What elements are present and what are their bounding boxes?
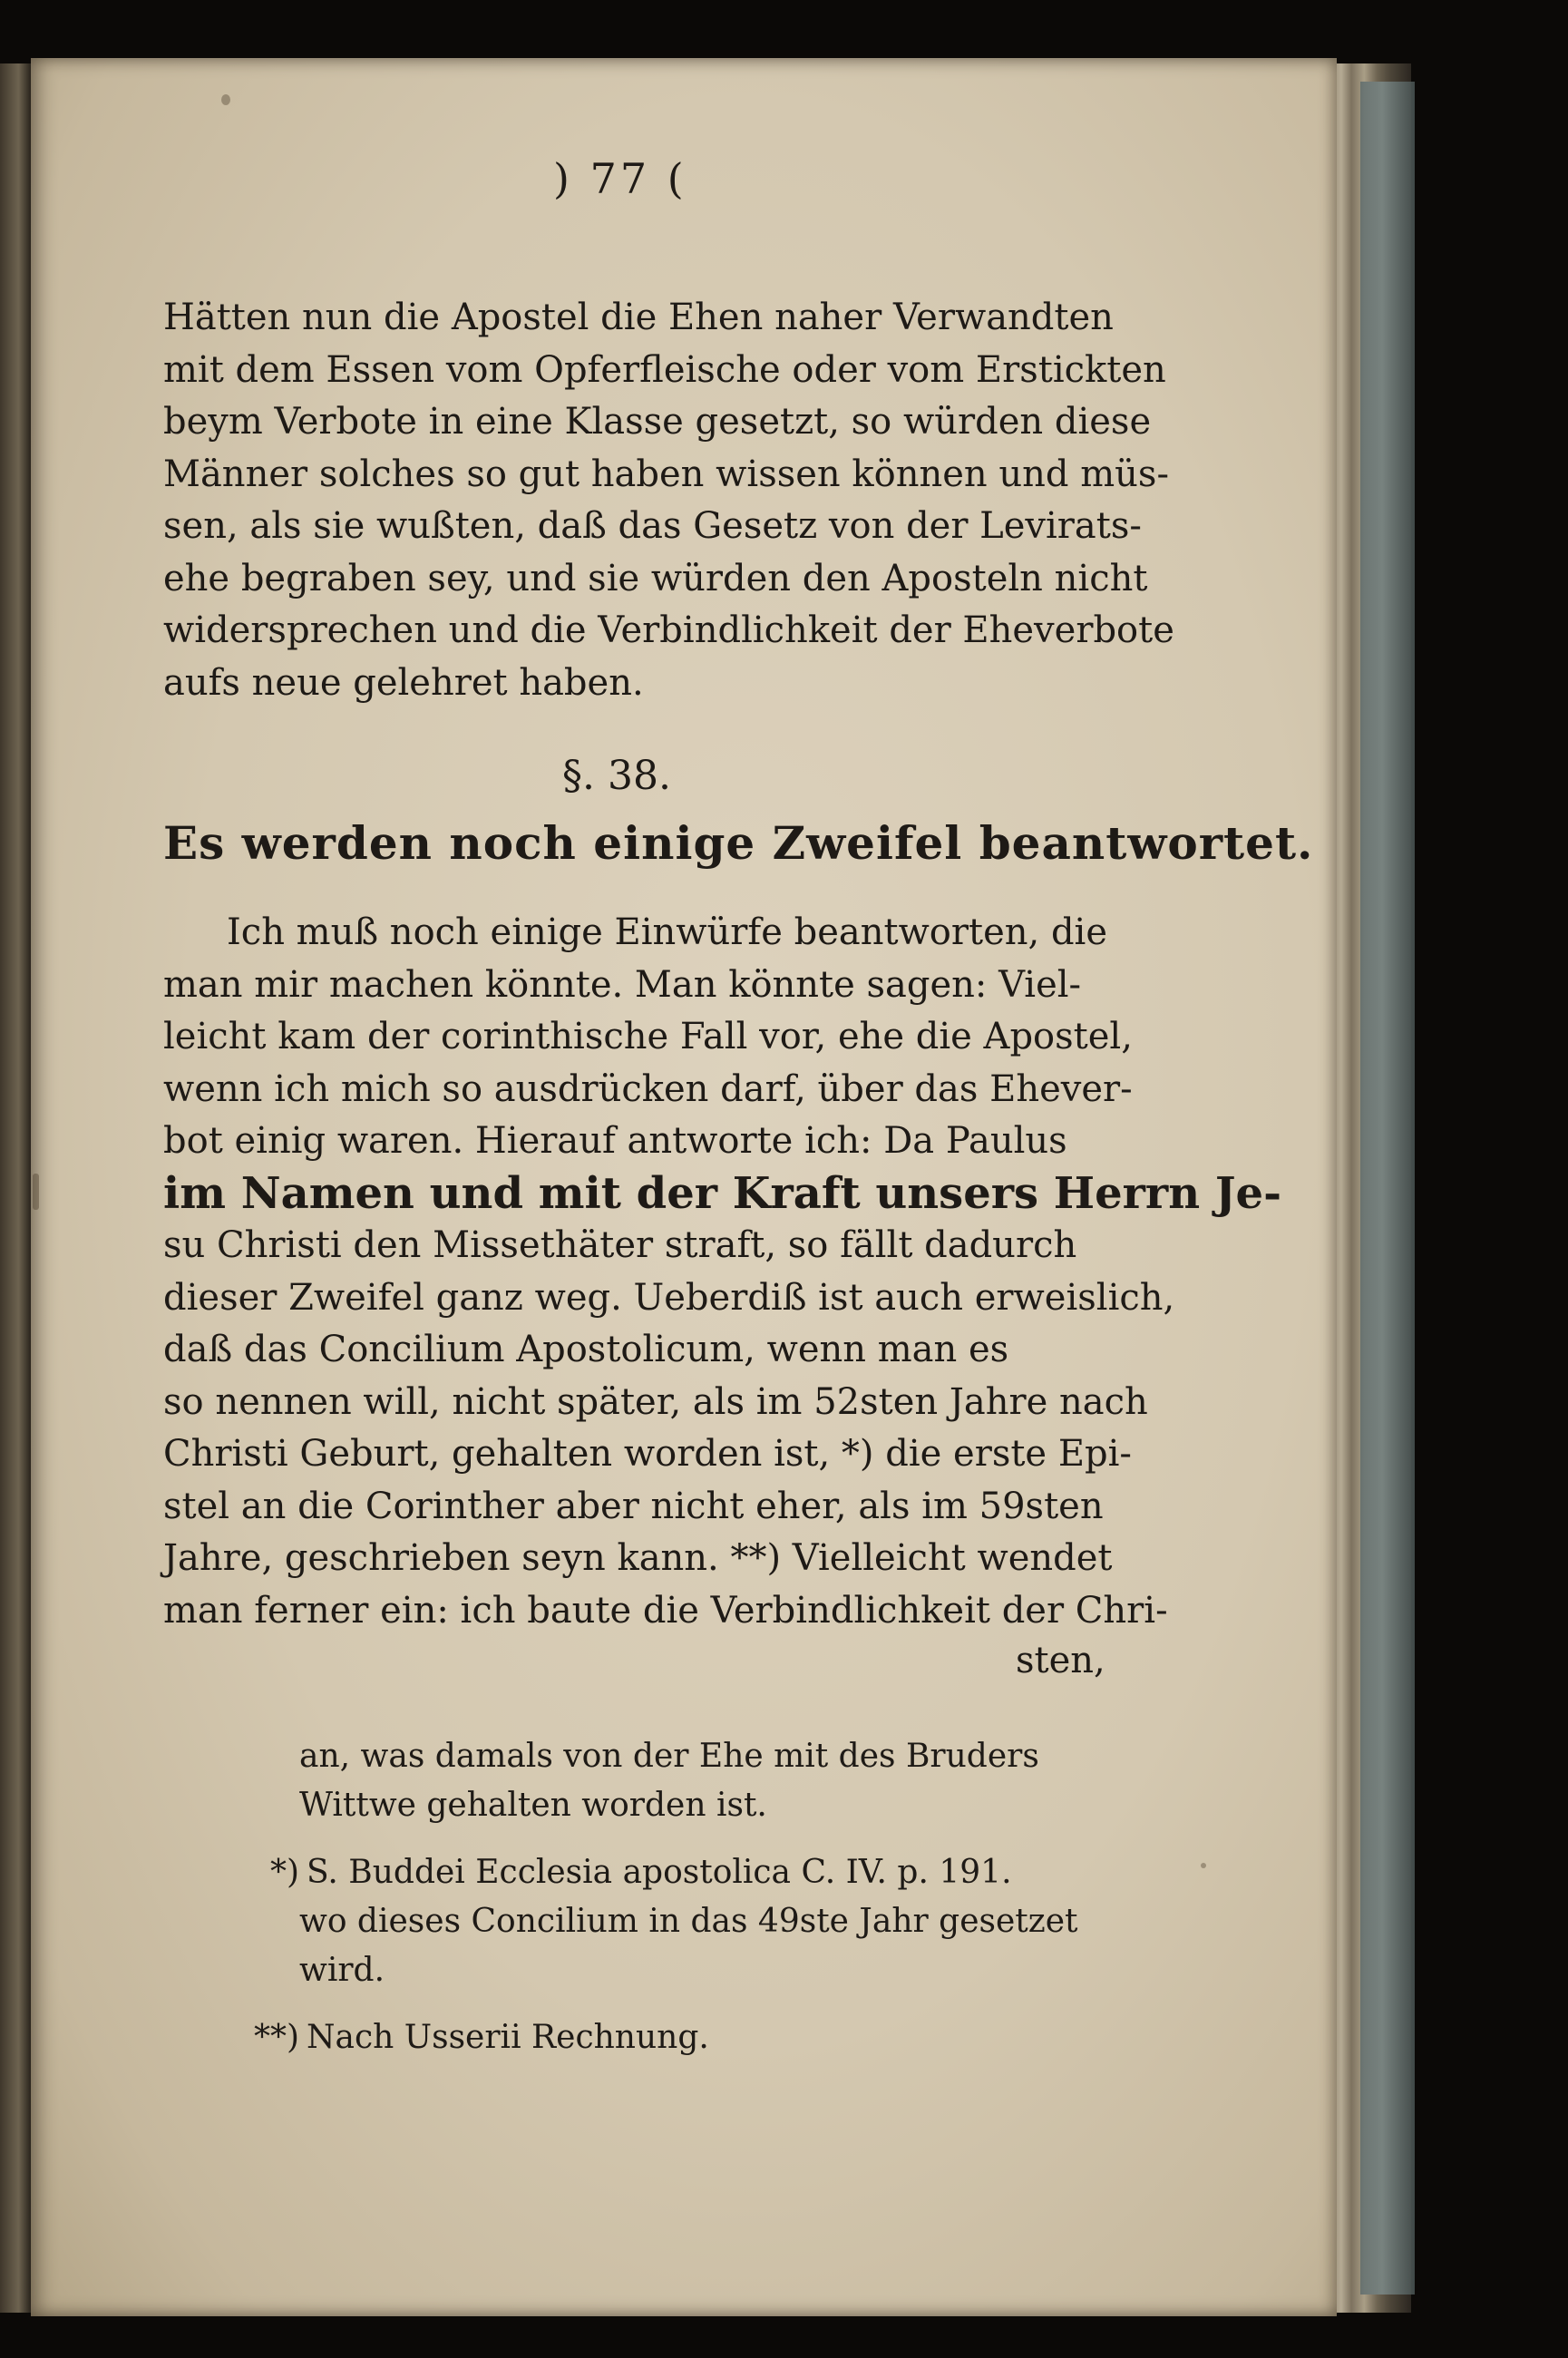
text-line: Jahre, geschrieben seyn kann. **) Vielleicht wendet bbox=[163, 1537, 1113, 1579]
footnote-line: wo dieses Concilium in das 49ste Jahr gesetzet bbox=[299, 1903, 1078, 1940]
text-line: Hätten nun die Apostel die Ehen naher Verwandten bbox=[163, 297, 1114, 338]
text-line: daß das Concilium Apostolicum, wenn man es bbox=[163, 1329, 1009, 1370]
text-line: im Namen und mit der Kraft unsers Herrn Je- bbox=[163, 1167, 1281, 1219]
footnote-mark: *) bbox=[269, 1854, 299, 1891]
text-line: aufs neue gelehret haben. bbox=[163, 661, 644, 704]
footnote-2 bbox=[209, 2013, 1115, 2062]
text-line: sen, als sie wußten, daß das Gesetz von der Levirats- bbox=[163, 505, 1142, 547]
text-line: so nennen will, nicht später, als im 52sten Jahre nach bbox=[163, 1380, 1148, 1423]
page-number: ) 77 ( bbox=[553, 154, 687, 203]
text-line: wenn ich mich so ausdrücken darf, über das Ehever- bbox=[163, 1067, 1133, 1110]
text-line: ehe begraben sey, und sie würden den Aposteln nicht bbox=[163, 557, 1148, 599]
text-line: dieser Zweifel ganz weg. Ueberdiß ist auch erweislich, bbox=[163, 1276, 1175, 1319]
text-line: stel an die Corinther aber nicht eher, als im 59sten bbox=[163, 1485, 1104, 1527]
text-line: Christi Geburt, gehalten worden ist, *) die erste Epi- bbox=[163, 1433, 1132, 1475]
footnote-1 bbox=[209, 1848, 1115, 1995]
text-line: widersprechen und die Verbindlichkeit der Eheverbote bbox=[163, 609, 1174, 651]
footnote-continuation bbox=[299, 1732, 1115, 1830]
text-line: leicht kam der corinthische Fall vor, ehe die Apostel, bbox=[163, 1016, 1133, 1057]
paragraph-1 bbox=[163, 292, 1174, 709]
paper-speck bbox=[33, 1174, 39, 1210]
text-line: man ferner ein: ich baute die Verbindlichkeit der Chri- bbox=[163, 1589, 1168, 1632]
paper-speck bbox=[1201, 1863, 1206, 1868]
section-title: Es werden noch einige Zweifel beantwortet. bbox=[163, 816, 1314, 870]
text-line: bot einig waren. Hierauf antworte ich: Da Paulus bbox=[163, 1120, 1067, 1162]
facing-page-edge bbox=[0, 63, 31, 2313]
text-line: man mir machen könnte. Man könnte sagen: Viel- bbox=[163, 963, 1082, 1006]
text-line: mit dem Essen vom Opferfleische oder vom Erstickten bbox=[163, 348, 1166, 391]
footnote-mark: **) bbox=[253, 2019, 299, 2056]
section-number: §. 38. bbox=[562, 753, 671, 799]
text-line: Männer solches so gut haben wissen können und müs- bbox=[163, 453, 1169, 495]
paragraph-2 bbox=[163, 907, 1281, 1637]
book-cover-board bbox=[1360, 82, 1415, 2295]
footnote-line: Nach Usserii Rechnung. bbox=[307, 2019, 709, 2056]
footnotes bbox=[209, 1732, 1115, 2062]
footnote-line: an, was damals von der Ehe mit des Bruders bbox=[299, 1738, 1039, 1775]
footnote-line: wird. bbox=[299, 1952, 385, 1989]
paper-speck bbox=[221, 94, 230, 105]
catchword: sten, bbox=[1016, 1640, 1105, 1681]
footnote-line: Wittwe gehalten worden ist. bbox=[299, 1787, 767, 1824]
text-line: su Christi den Missethäter straft, so fällt dadurch bbox=[163, 1224, 1077, 1266]
text-line: beym Verbote in eine Klasse gesetzt, so würden diese bbox=[163, 401, 1152, 443]
footnote-line: S. Buddei Ecclesia apostolica C. IV. p. 191. bbox=[307, 1854, 1012, 1891]
text-line: Ich muß noch einige Einwürfe beantworten, die bbox=[227, 911, 1108, 953]
